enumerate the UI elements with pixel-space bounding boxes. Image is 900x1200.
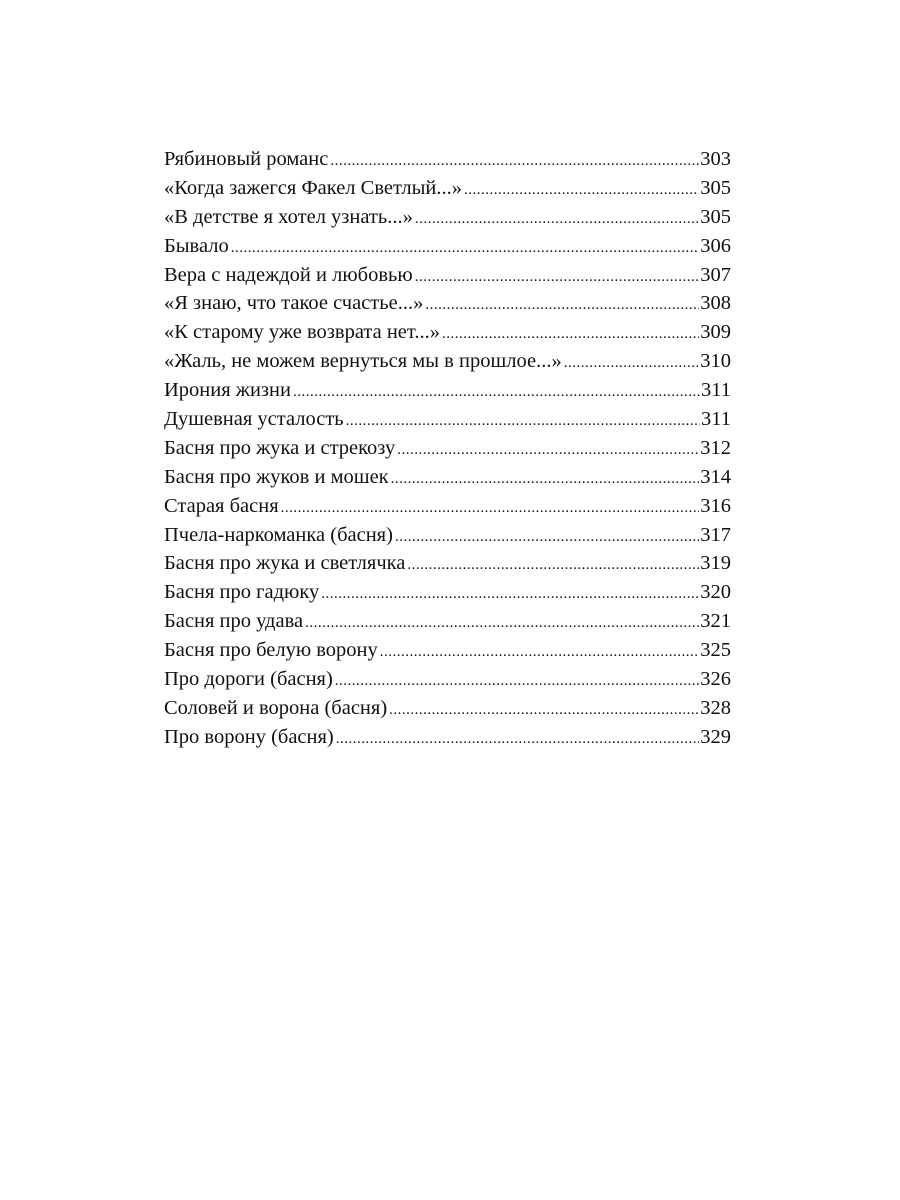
toc-entry: [164, 289, 731, 318]
toc-entry-page: 312: [700, 436, 731, 459]
toc-entry: [164, 607, 731, 636]
toc-dot-leader: [397, 436, 699, 463]
toc-entry-page: 305: [700, 176, 731, 199]
toc-dot-leader: [442, 320, 699, 347]
toc-entry-page: 311: [701, 408, 731, 431]
toc-entry: [164, 521, 731, 550]
toc-entry-page: 314: [700, 465, 731, 488]
toc-entry-page: 309: [700, 321, 731, 344]
toc-entry-page: 319: [700, 552, 731, 575]
toc-dot-leader: [564, 349, 700, 376]
toc-entry-page: 325: [700, 639, 731, 662]
toc-entry-page: 321: [700, 610, 731, 633]
toc-entry-page: 306: [700, 234, 731, 257]
toc-entry: [164, 145, 731, 174]
toc-dot-leader: [391, 465, 700, 492]
toc-entry-title: Про ворону (басня): [164, 725, 334, 748]
toc-entry: [164, 549, 731, 578]
toc-entry-title: Душевная усталость: [164, 408, 344, 431]
toc-entry-title: Вера с надеждой и любовью: [164, 263, 413, 286]
toc-entry-title: Басня про жука и светлячка: [164, 552, 406, 575]
toc-entry: [164, 578, 731, 607]
toc-entry: [164, 434, 731, 463]
toc-entry-title: «В детстве я хотел узнать...»: [164, 205, 413, 228]
toc-entry-page: 316: [700, 494, 731, 517]
toc-entry: [164, 318, 731, 347]
toc-entry-page: 310: [700, 350, 731, 373]
toc-entry: [164, 492, 731, 521]
toc-entry: [164, 694, 731, 723]
toc-entry-title: Про дороги (басня): [164, 668, 333, 691]
toc-dot-leader: [321, 580, 699, 607]
toc-entry-page: 303: [700, 148, 731, 170]
toc-entry-title: Пчела-наркоманка (басня): [164, 523, 393, 546]
toc-entry-title: Басня про белую ворону: [164, 639, 378, 662]
toc-entry: [164, 376, 731, 405]
toc-entry-title: Старая басня: [164, 494, 279, 517]
toc-dot-leader: [231, 234, 700, 261]
toc-entry: [164, 347, 731, 376]
toc-entry-title: «Я знаю, что такое счастье...»: [164, 292, 424, 315]
toc-entry-page: 305: [700, 205, 731, 228]
toc-entry-page: 326: [700, 668, 731, 691]
toc-entry: [164, 405, 731, 434]
table-of-contents: [164, 145, 731, 752]
toc-entry-page: 311: [701, 379, 731, 402]
toc-entry-title: «К старому уже возврата нет...»: [164, 321, 440, 344]
toc-entry-title: Басня про жуков и мошек: [164, 465, 389, 488]
toc-entry-page: 329: [700, 725, 731, 748]
toc-dot-leader: [346, 407, 700, 434]
toc-dot-leader: [330, 147, 699, 174]
toc-entry: [164, 463, 731, 492]
toc-dot-leader: [305, 609, 699, 636]
toc-entry: [164, 723, 731, 752]
toc-entry: [164, 174, 731, 203]
toc-entry: [164, 203, 731, 232]
toc-entry-title: Басня про жука и стрекозу: [164, 436, 396, 459]
toc-dot-leader: [464, 176, 699, 203]
toc-dot-leader: [293, 378, 700, 405]
toc-entry-title: «Жаль, не можем вернуться мы в прошлое...»: [164, 350, 562, 373]
toc-entry-title: «Когда зажегся Факел Светлый...»: [164, 176, 463, 199]
toc-dot-leader: [415, 263, 700, 290]
toc-dot-leader: [281, 494, 700, 521]
toc-dot-leader: [335, 667, 699, 694]
toc-dot-leader: [415, 205, 699, 232]
toc-dot-leader: [336, 725, 700, 752]
toc-entry-title: Бывало: [164, 234, 229, 257]
toc-dot-leader: [407, 551, 699, 578]
toc-entry-page: 308: [700, 292, 731, 315]
toc-entry-page: 307: [700, 263, 731, 286]
toc-entry: [164, 232, 731, 261]
toc-entry: [164, 636, 731, 665]
toc-entry: [164, 665, 731, 694]
toc-entry-title: Ирония жизни: [164, 379, 291, 402]
toc-dot-leader: [395, 523, 699, 550]
toc-dot-leader: [380, 638, 699, 665]
toc-entry-page: 328: [700, 696, 731, 719]
toc-entry-title: Соловей и ворона (басня): [164, 696, 388, 719]
toc-entry-page: 320: [700, 581, 731, 604]
toc-entry-title: Басня про удава: [164, 610, 304, 633]
toc-dot-leader: [389, 696, 699, 723]
toc-entry-title: Рябиновый романс: [164, 148, 329, 170]
toc-dot-leader: [425, 291, 699, 318]
toc-entry-page: 317: [700, 523, 731, 546]
toc-entry: [164, 261, 731, 290]
toc-entry-title: Басня про гадюку: [164, 581, 320, 604]
